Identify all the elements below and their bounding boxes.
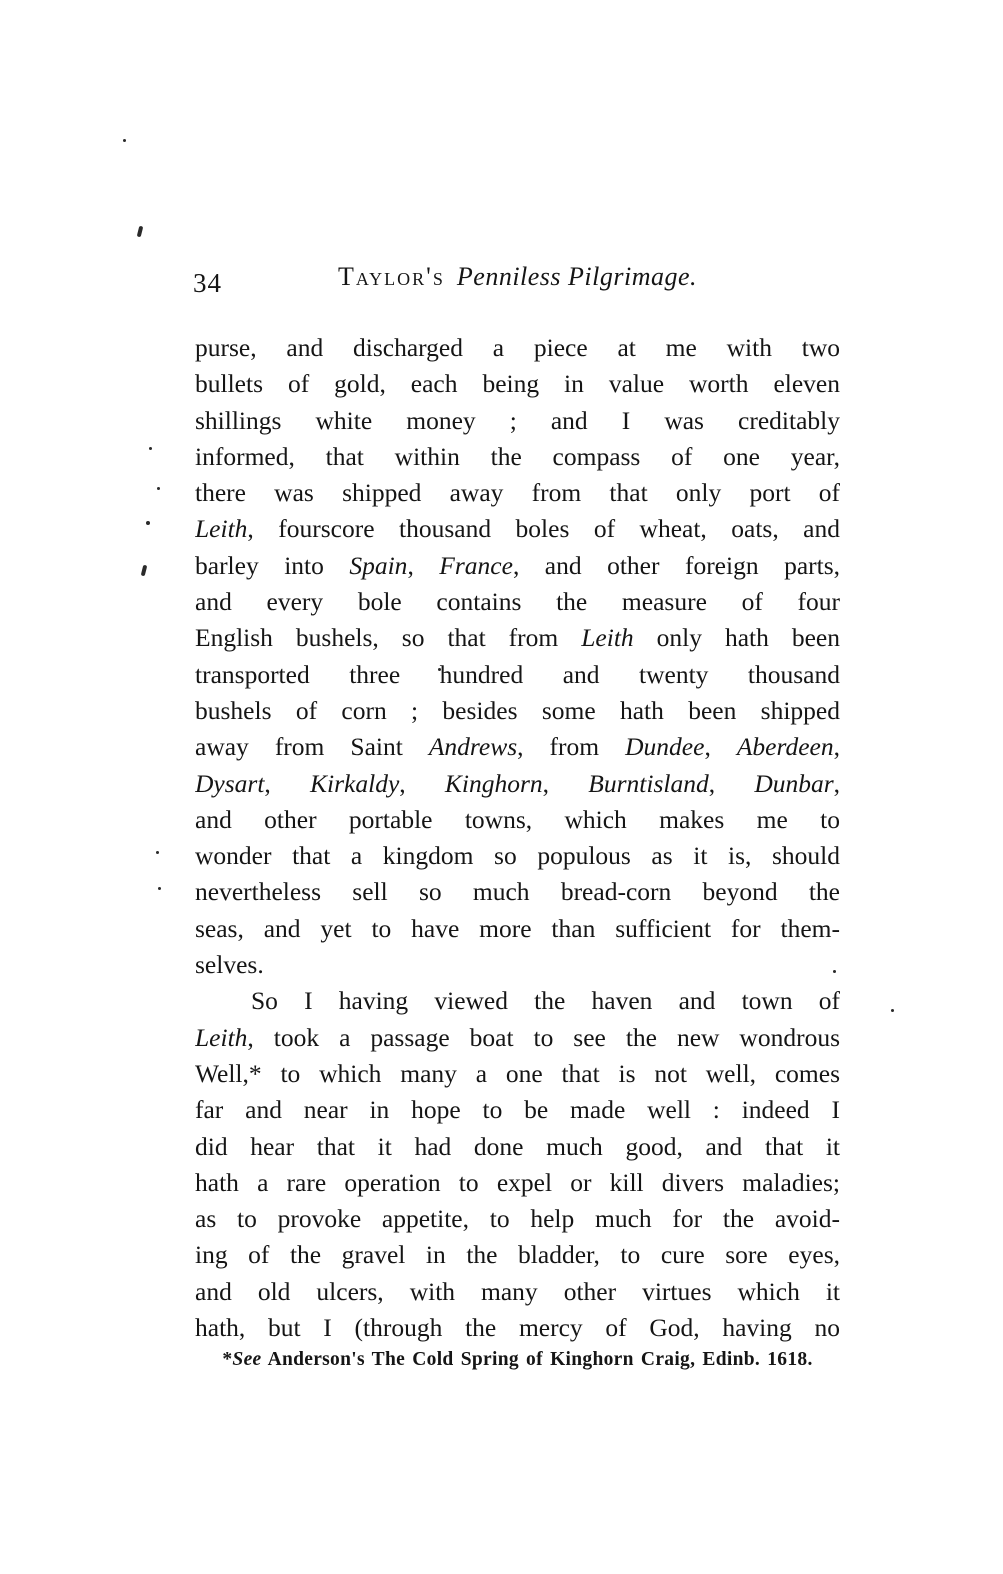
page-number: 34 <box>193 268 222 298</box>
text-segment: , fourscore thousand boles of wheat, oats, and <box>247 514 840 544</box>
text-line <box>195 439 840 475</box>
text-segment: Dundee <box>625 732 705 762</box>
text-segment: bushels of corn ; besides some hath been shipped <box>195 695 840 725</box>
text-segment: Kinghorn <box>444 768 543 798</box>
text-line <box>195 584 840 620</box>
text-segment: Well,* to which many a one that is not well, comes <box>195 1058 840 1088</box>
text-line <box>195 1274 840 1310</box>
scan-speck <box>141 565 148 577</box>
text-segment: hath, but I (through the mercy of God, having no <box>195 1313 840 1343</box>
text-segment: seas, and yet to have more than sufficient for them- <box>195 913 840 943</box>
text-segment: So I having viewed the haven and town of <box>251 986 840 1016</box>
text-segment: , <box>542 768 589 798</box>
text-segment: there was shipped away from that only port of <box>195 478 840 508</box>
body-text <box>195 330 840 1346</box>
text-segment: Aberdeen <box>736 732 834 762</box>
text-segment: away from Saint <box>195 732 429 762</box>
text-segment: bullets of gold, each being in value worth eleven <box>195 369 840 399</box>
text-line <box>195 1165 840 1201</box>
text-segment: Leith <box>195 1022 248 1052</box>
text-segment: Kirkaldy <box>310 768 400 798</box>
text-line <box>195 838 840 874</box>
text-segment: and every bole contains the measure of four <box>195 587 840 617</box>
text-line <box>195 511 840 547</box>
running-title <box>195 262 840 292</box>
text-segment: far and near in hope to be made well : indeed I <box>195 1095 840 1125</box>
footnote <box>195 1349 840 1371</box>
scan-speck <box>149 447 152 450</box>
text-segment: transported three hundred and twenty thousand <box>195 659 840 689</box>
text-segment: , <box>833 732 840 762</box>
text-line <box>195 729 840 765</box>
text-segment: , <box>833 768 840 798</box>
text-segment: only hath been <box>633 623 840 653</box>
text-segment: and old ulcers, with many other virtues which it <box>195 1276 840 1306</box>
text-segment: informed, that within the compass of one year, <box>195 441 840 471</box>
text-segment: , <box>264 768 311 798</box>
running-title-work: Penniless Pilgrimage. <box>456 262 698 291</box>
text-segment: Burntisland <box>588 768 709 798</box>
text-line <box>195 802 840 838</box>
text-segment: shillings white money ; and I was creditably <box>195 405 840 435</box>
text-line <box>195 693 840 729</box>
text-segment: purse, and discharged a piece at me with two <box>195 333 840 362</box>
text-line <box>195 1092 840 1128</box>
scan-speck <box>156 851 159 854</box>
text-segment: nevertheless sell so much bread-corn beyond the <box>195 877 840 907</box>
text-line <box>195 766 840 802</box>
text-line <box>195 911 840 947</box>
text-segment: English bushels, so that from <box>195 623 582 653</box>
text-segment: hath a rare operation to expel or kill divers maladies; <box>195 1167 840 1197</box>
text-line <box>195 657 840 693</box>
page-header <box>195 262 840 304</box>
text-segment: did hear that it had done much good, and that it <box>195 1131 840 1161</box>
scan-speck <box>891 1009 894 1012</box>
text-segment: as to provoke appetite, to help much for the avoid- <box>195 1204 840 1234</box>
text-line <box>195 1237 840 1273</box>
text-segment: selves. <box>195 950 264 980</box>
text-line <box>195 1201 840 1237</box>
text-line <box>195 874 840 910</box>
text-segment: Leith <box>581 623 634 653</box>
running-title-author: Taylor's <box>337 262 445 291</box>
text-line <box>195 403 840 439</box>
text-segment: and other portable towns, which makes me to <box>195 804 840 834</box>
text-line <box>195 620 840 656</box>
text-segment: , took a passage boat to see the new wondrous <box>247 1022 840 1052</box>
text-line <box>195 1056 840 1092</box>
scan-speck <box>157 487 160 490</box>
text-line <box>195 983 840 1019</box>
text-segment: Andrews <box>428 732 518 762</box>
text-segment: , from <box>517 732 626 762</box>
text-segment: , <box>708 768 755 798</box>
text-segment: , <box>399 768 445 798</box>
scan-speck <box>137 226 144 238</box>
scan-speck <box>158 887 161 890</box>
text-segment: , and other foreign parts, <box>512 550 840 580</box>
text-segment: Spain <box>349 550 408 580</box>
text-line <box>195 548 840 584</box>
text-segment: ing of the gravel in the bladder, to cure sore eyes, <box>195 1240 840 1270</box>
text-segment: barley into <box>195 550 350 580</box>
text-segment: Dunbar <box>754 768 834 798</box>
text-segment: wonder that a kingdom so populous as it is, should <box>195 841 840 871</box>
text-line <box>195 947 840 983</box>
scan-speck <box>123 139 126 142</box>
scan-speck <box>146 521 150 525</box>
text-segment: Anderson's The Cold Spring of Kinghorn Craig, Edinb. 1618. <box>261 1349 813 1370</box>
text-segment: , <box>704 732 737 762</box>
text-line <box>195 1310 840 1346</box>
text-line <box>195 330 840 366</box>
text-line <box>195 475 840 511</box>
text-line <box>195 1129 840 1165</box>
text-segment: , <box>407 550 440 580</box>
text-segment: Dysart <box>195 768 265 798</box>
text-line <box>195 366 840 402</box>
text-segment: * <box>222 1349 233 1370</box>
text-line <box>195 1020 840 1056</box>
text-segment: Leith <box>195 514 248 544</box>
text-segment: See <box>232 1349 262 1370</box>
text-segment: France <box>439 550 513 580</box>
